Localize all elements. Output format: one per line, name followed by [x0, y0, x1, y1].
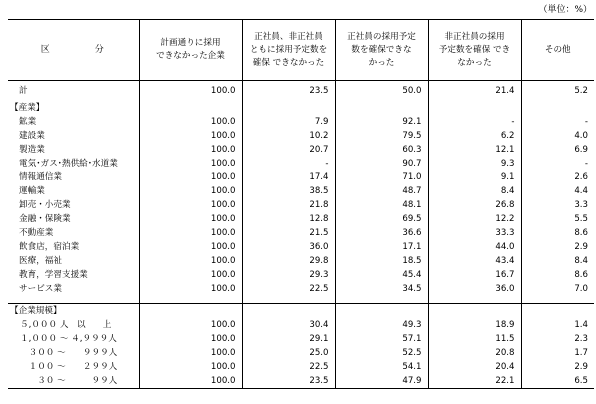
cell-value: 29.8: [242, 254, 335, 268]
hiring-table: [8, 19, 594, 389]
cell-value: 2.3: [521, 332, 594, 346]
header-col4-line: なかった: [457, 57, 492, 68]
industry-row: [8, 254, 594, 268]
cell-value: 52.5: [335, 346, 428, 360]
header-kubun: 区 分: [8, 20, 139, 81]
size-row: [8, 360, 594, 374]
cell-value: 36.0: [428, 282, 521, 296]
cell-value: 16.7: [428, 268, 521, 282]
industry-row: [8, 143, 594, 157]
cell-value: 22.5: [242, 360, 335, 374]
cell-value: 36.0: [242, 240, 335, 254]
row-label: ５,０００ 人 以 上: [20, 320, 112, 331]
size-heading: 【企業規模】: [8, 304, 139, 318]
cell-value: 21.8: [242, 198, 335, 212]
row-label: サービス業: [19, 283, 62, 294]
header-col5: その他: [521, 20, 594, 81]
cell-value: 100.0: [139, 374, 242, 388]
unit-label: （単位：%）: [538, 5, 592, 15]
cell-value: 100.0: [139, 346, 242, 360]
industry-row: [8, 157, 594, 171]
cell-value: 49.3: [335, 318, 428, 332]
cell-value: 36.6: [335, 226, 428, 240]
cell-value: 6.5: [521, 374, 594, 388]
cell-value: 5.2: [521, 81, 594, 98]
header-col4: [428, 20, 521, 81]
cell-value: 100.0: [139, 268, 242, 282]
cell-value: 21.5: [242, 226, 335, 240]
industry-row: [8, 282, 594, 296]
row-label: 金融・保険業: [19, 214, 71, 225]
cell-value: 100.0: [139, 170, 242, 184]
cell-value: 7.0: [521, 282, 594, 296]
cell-value: 20.8: [428, 346, 521, 360]
row-label: １,０００ ～ ４,９９９人: [20, 334, 117, 345]
row-label: 計: [19, 86, 28, 96]
section-heading-row: [8, 101, 594, 115]
cell-value: 8.4: [428, 184, 521, 198]
cell-value: 12.2: [428, 212, 521, 226]
cell-value: 3.3: [521, 198, 594, 212]
row-label: 運輸業: [19, 186, 45, 197]
cell-value: 18.9: [428, 318, 521, 332]
row-label: 不動産業: [19, 227, 54, 238]
header-col4-line: 非正社員の採用: [444, 31, 505, 42]
row-label: 飲食店，宿泊業: [19, 241, 80, 252]
cell-value: 8.4: [521, 254, 594, 268]
header-col3: [335, 20, 428, 81]
header-col2: [242, 20, 335, 81]
cell-value: 30.4: [242, 318, 335, 332]
cell-value: 100.0: [139, 129, 242, 143]
cell-value: 50.0: [335, 81, 428, 98]
cell-value: -: [521, 157, 594, 171]
cell-value: 6.9: [521, 143, 594, 157]
cell-value: 9.1: [428, 170, 521, 184]
row-label: １００ ～ ２９９人: [20, 361, 118, 372]
cell-value: -: [242, 157, 335, 171]
industry-row: [8, 226, 594, 240]
header-col3-line: 正社員の採用予定: [347, 31, 416, 42]
cell-value: 12.1: [428, 143, 521, 157]
cell-value: 17.1: [335, 240, 428, 254]
cell-value: 11.5: [428, 332, 521, 346]
header-col2-line: 確保 できなかった: [252, 57, 325, 68]
cell-value: 100.0: [139, 254, 242, 268]
cell-value: 100.0: [139, 115, 242, 129]
cell-value: 100.0: [139, 240, 242, 254]
cell-value: 44.0: [428, 240, 521, 254]
header-col2-line: ともに採用予定数を: [249, 44, 328, 55]
header-col1-line: できなかった企業: [156, 51, 225, 61]
row-label: 建設業: [19, 130, 45, 141]
cell-value: 38.5: [242, 184, 335, 198]
cell-value: 23.5: [242, 81, 335, 98]
row-label: 製造業: [19, 144, 45, 155]
cell-value: 2.6: [521, 170, 594, 184]
row-label: ３００ ～ ９９９人: [20, 348, 118, 359]
cell-value: 34.5: [335, 282, 428, 296]
header-col4-line: 予定数を確保 でき: [438, 44, 511, 55]
industry-heading: 【産業】: [10, 102, 45, 113]
cell-value: 100.0: [139, 157, 242, 171]
header-col3-line: 数を確保できな: [351, 44, 412, 55]
cell-value: 12.8: [242, 212, 335, 226]
row-label: 鉱業: [19, 116, 37, 127]
cell-value: 54.1: [335, 360, 428, 374]
industry-row: [8, 212, 594, 226]
cell-value: 100.0: [139, 143, 242, 157]
cell-value: 18.5: [335, 254, 428, 268]
industry-row: [8, 184, 594, 198]
cell-value: 48.7: [335, 184, 428, 198]
row-label: 電気･ガス･熱供給･水道業: [19, 158, 118, 169]
cell-value: 2.9: [521, 240, 594, 254]
cell-value: 20.7: [242, 143, 335, 157]
cell-value: 60.3: [335, 143, 428, 157]
cell-value: 43.4: [428, 254, 521, 268]
cell-value: 5.5: [521, 212, 594, 226]
cell-value: 45.4: [335, 268, 428, 282]
cell-value: 21.4: [428, 81, 521, 98]
industry-row: [8, 129, 594, 143]
cell-value: 1.4: [521, 318, 594, 332]
cell-value: 9.3: [428, 157, 521, 171]
cell-value: 100.0: [139, 212, 242, 226]
cell-value: 23.5: [242, 374, 335, 388]
cell-value: 90.7: [335, 157, 428, 171]
cell-value: 71.0: [335, 170, 428, 184]
cell-value: 4.0: [521, 129, 594, 143]
cell-value: 10.2: [242, 129, 335, 143]
industry-row: [8, 198, 594, 212]
industry-row: [8, 115, 594, 129]
industry-row: [8, 170, 594, 184]
header-col1-line: 計画通りに採用: [160, 38, 221, 48]
row-label: 情報通信業: [19, 172, 62, 183]
cell-value: 25.0: [242, 346, 335, 360]
header-col1: [139, 20, 242, 81]
cell-value: 17.4: [242, 170, 335, 184]
section-heading-row: [8, 304, 594, 318]
cell-value: 22.1: [428, 374, 521, 388]
header-col3-line: かった: [368, 57, 395, 68]
cell-value: 6.2: [428, 129, 521, 143]
cell-value: 79.5: [335, 129, 428, 143]
size-row: [8, 374, 594, 388]
cell-value: 4.4: [521, 184, 594, 198]
row-label: ３０ ～ ９９人: [8, 374, 139, 388]
row-label: 医療，福祉: [19, 255, 62, 266]
cell-value: 48.1: [335, 198, 428, 212]
row-label: 教育，学習支援業: [19, 269, 88, 280]
cell-value: 47.9: [335, 374, 428, 388]
cell-value: 100.0: [139, 332, 242, 346]
cell-value: 100.0: [139, 318, 242, 332]
industry-row: [8, 268, 594, 282]
cell-value: 33.3: [428, 226, 521, 240]
cell-value: -: [428, 115, 521, 129]
total-row: [8, 81, 594, 98]
header-row: [8, 20, 594, 81]
cell-value: 100.0: [139, 198, 242, 212]
row-label: 卸売・小売業: [19, 200, 71, 211]
size-row: [8, 346, 594, 360]
cell-value: 2.9: [521, 360, 594, 374]
spacer-row: [8, 295, 594, 304]
cell-value: 29.1: [242, 332, 335, 346]
size-row: [8, 318, 594, 332]
size-row: [8, 332, 594, 346]
cell-value: 26.8: [428, 198, 521, 212]
cell-value: 69.5: [335, 212, 428, 226]
cell-value: 100.0: [139, 282, 242, 296]
cell-value: 1.7: [521, 346, 594, 360]
industry-row: [8, 240, 594, 254]
cell-value: 8.6: [521, 268, 594, 282]
table-body: [8, 81, 594, 389]
cell-value: 100.0: [139, 81, 242, 98]
cell-value: 29.3: [242, 268, 335, 282]
cell-value: 57.1: [335, 332, 428, 346]
cell-value: 20.4: [428, 360, 521, 374]
cell-value: 100.0: [139, 226, 242, 240]
cell-value: 8.6: [521, 226, 594, 240]
cell-value: 7.9: [242, 115, 335, 129]
cell-value: -: [521, 115, 594, 129]
cell-value: 100.0: [139, 360, 242, 374]
header-col2-line: 正社員、非正社員: [254, 31, 323, 42]
cell-value: 22.5: [242, 282, 335, 296]
cell-value: 100.0: [139, 184, 242, 198]
cell-value: 92.1: [335, 115, 428, 129]
